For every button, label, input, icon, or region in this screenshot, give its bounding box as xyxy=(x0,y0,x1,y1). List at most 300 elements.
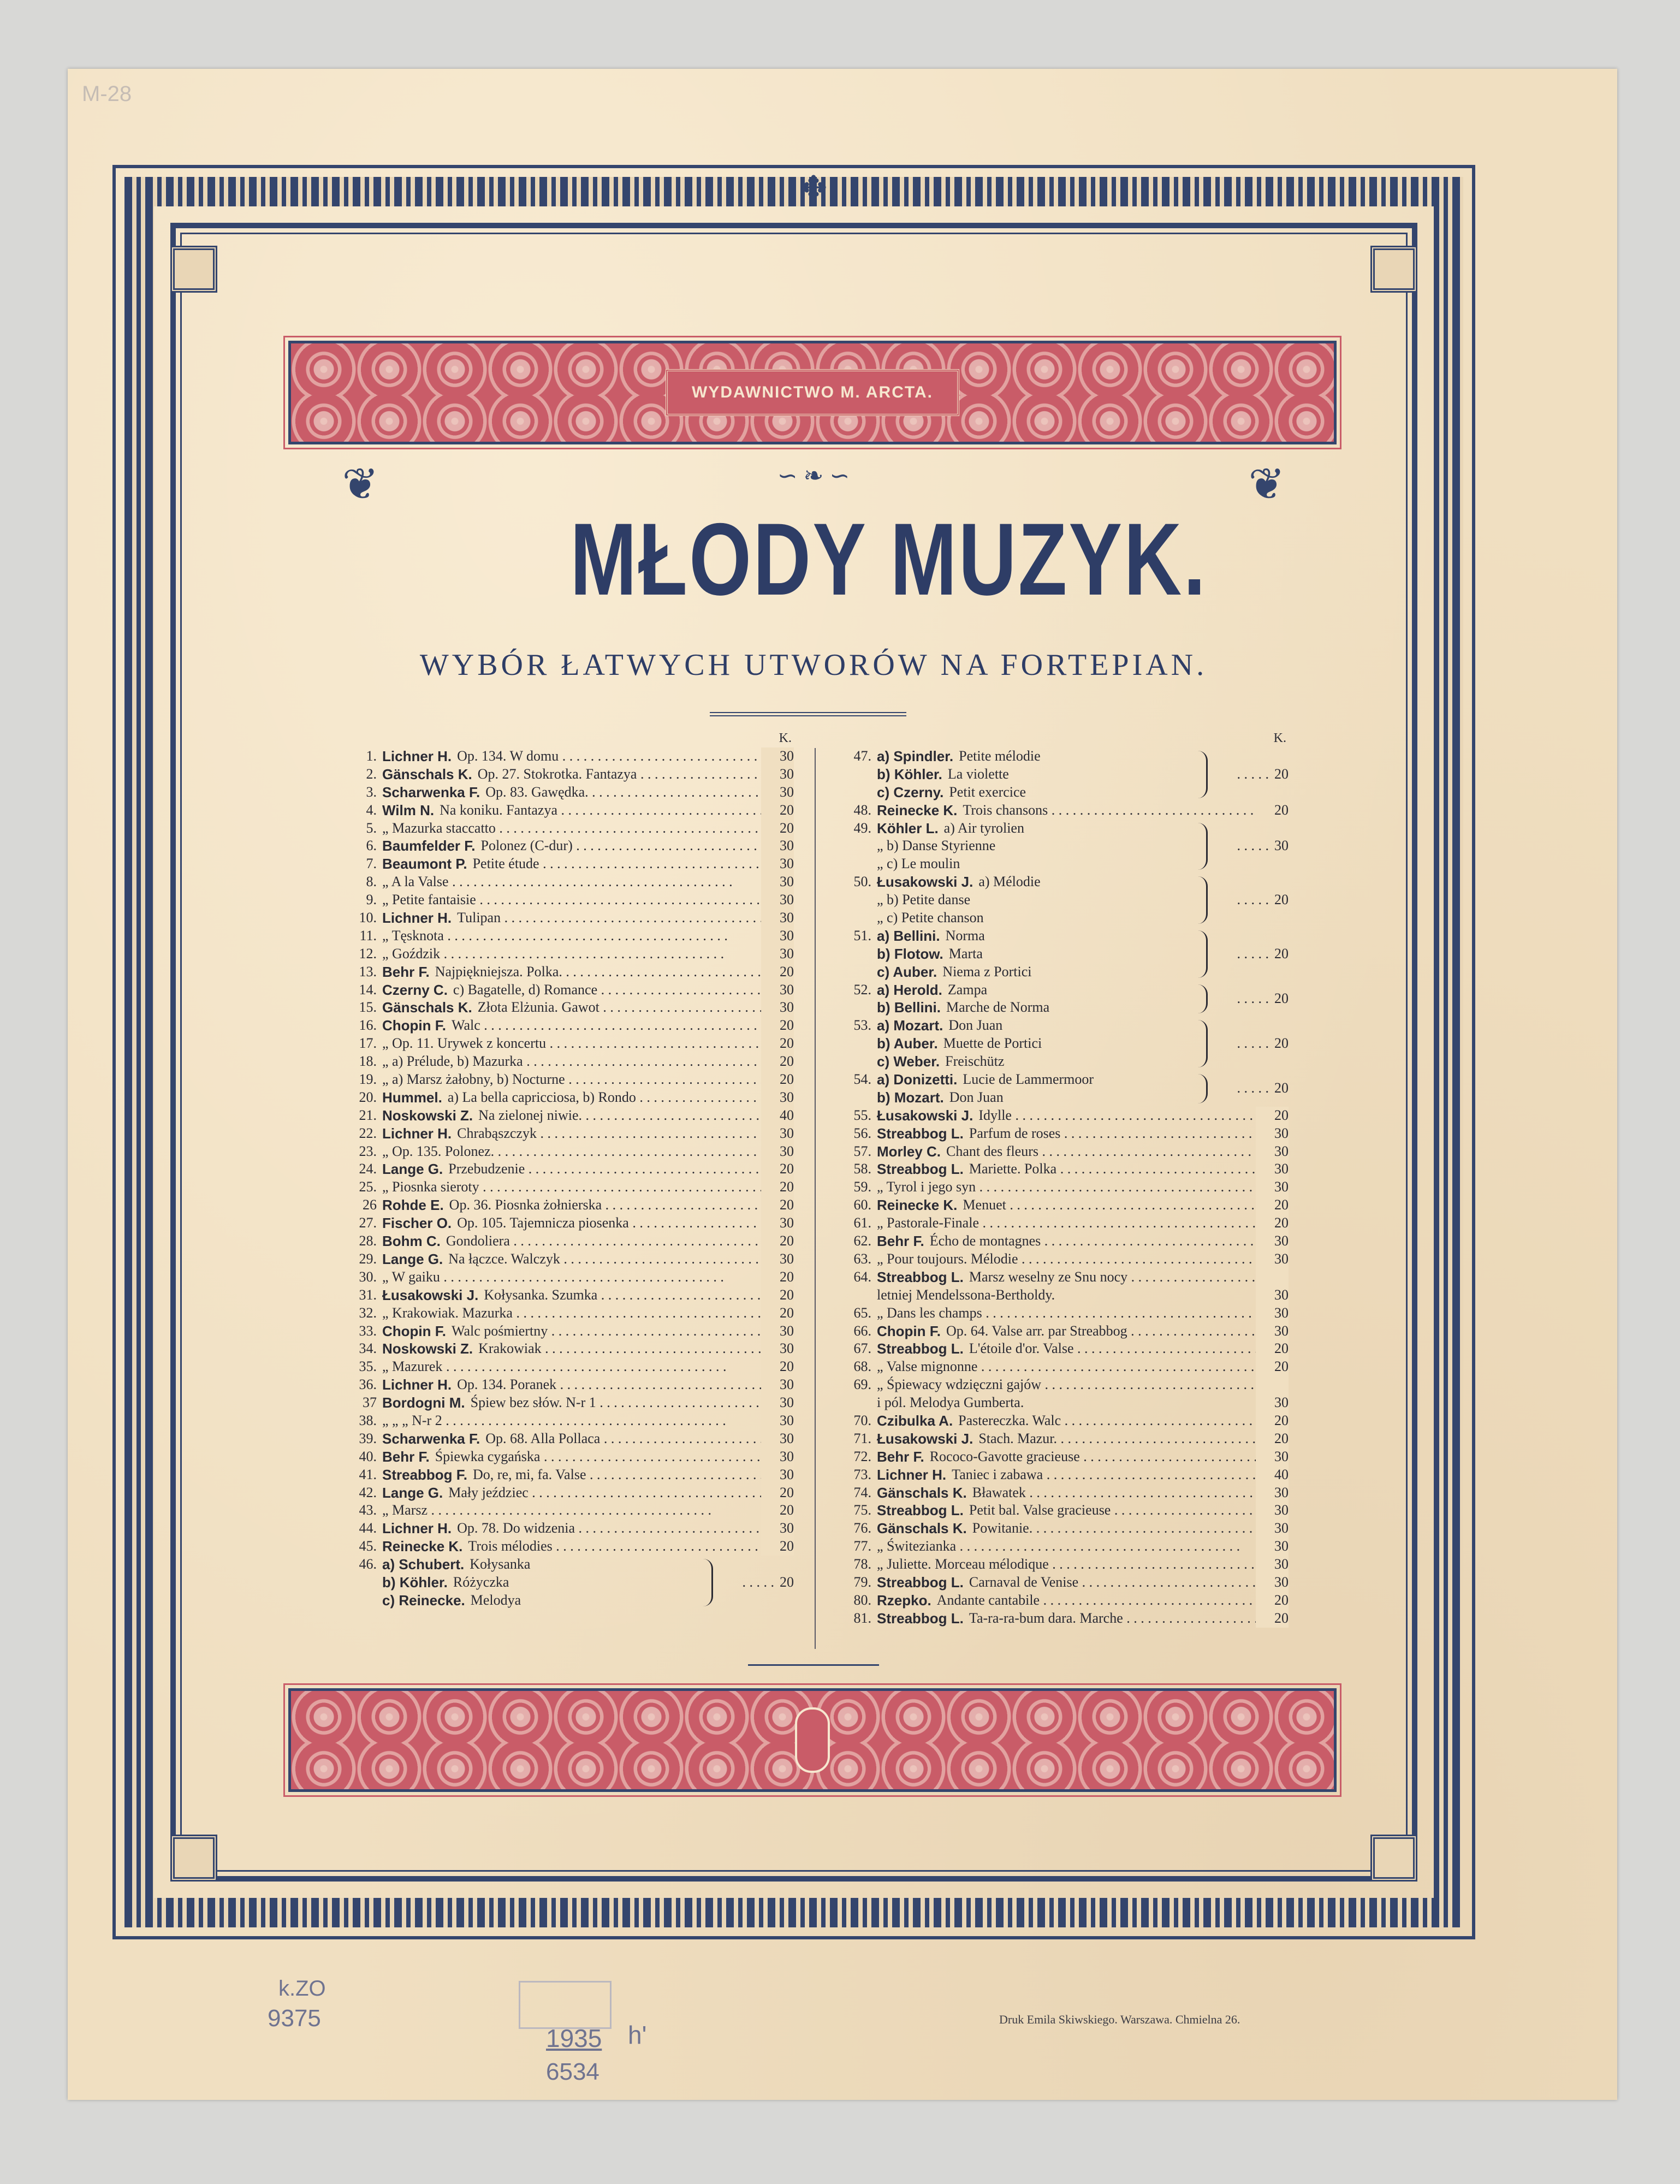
library-stamp xyxy=(519,1981,612,2029)
entry-title: Pastereczka. Walc . . . xyxy=(958,1412,1256,1430)
entry-price: 30 xyxy=(1256,1502,1289,1520)
entry-price: 20 xyxy=(761,1358,794,1376)
entry-composer: Gänschals K. xyxy=(382,765,472,782)
entry-composer: a) Herold. xyxy=(877,981,942,998)
entry-price: 30 xyxy=(761,909,794,927)
entry-number: 73. xyxy=(853,1466,871,1482)
entry-number: 19. xyxy=(359,1071,377,1088)
catalog-entry xyxy=(346,1250,794,1268)
entry-title: „ Pour toujours. Mélodie . . . xyxy=(877,1250,1256,1268)
catalog-entry xyxy=(346,999,794,1017)
catalog-entry xyxy=(346,1160,794,1178)
entry-composer: a) Spindler. xyxy=(877,748,954,764)
catalog-entry xyxy=(841,1232,1289,1250)
entry-composer: a) Donizetti. xyxy=(877,1071,958,1088)
entry-title: Op. 78. Do widzenia . . . xyxy=(457,1520,761,1538)
entry-price: 20 xyxy=(1256,1196,1289,1214)
entry-number xyxy=(841,945,877,963)
entry-title: Chrabąszczyk . . . xyxy=(457,1125,761,1143)
entry-title: Andante cantabile . . . xyxy=(937,1592,1256,1610)
entry-price: 30 xyxy=(1256,1484,1289,1502)
corner-ornament-bottom-left xyxy=(170,1835,217,1882)
entry-composer: Behr F. xyxy=(877,1448,924,1465)
group-lines xyxy=(841,927,1195,981)
entry-number: 1. xyxy=(366,748,377,764)
entry-price: 30 xyxy=(1256,1304,1289,1322)
catalog-entry xyxy=(841,1322,1289,1340)
catalog-entry xyxy=(346,1430,794,1448)
publisher-band-label: WYDAWNICTWO M. ARCTA. xyxy=(666,369,959,416)
bottom-decorative-band xyxy=(288,1688,1337,1792)
entry-price: 20 xyxy=(761,1196,794,1214)
entry-price: 20 xyxy=(1256,1412,1289,1430)
entry-number: 78. xyxy=(853,1556,871,1572)
catalog-entry xyxy=(841,1574,1289,1592)
entry-title: Marche de Norma xyxy=(946,999,1050,1016)
catalog-entry xyxy=(346,891,794,909)
entry-composer: Chopin F. xyxy=(382,1017,446,1034)
entry-title: „ Op. 11. Urywek z koncertu . . . xyxy=(382,1035,761,1053)
entry-composer: Chopin F. xyxy=(877,1322,941,1339)
entry-number: 70. xyxy=(853,1412,871,1428)
entry-price: 30 xyxy=(761,1466,794,1484)
group-lines xyxy=(841,820,1195,874)
pencil-note-2: 9375 xyxy=(268,2005,321,2032)
catalog-entry xyxy=(346,1214,794,1232)
entry-title: Na koniku. Fantazya . . . xyxy=(440,802,761,820)
entry-composer: Łusakowski J. xyxy=(877,874,973,891)
catalog-entry xyxy=(841,1520,1289,1538)
entry-composer: Morley C. xyxy=(877,1143,941,1160)
entry-title: Do, re, mi, fa. Valse . . . xyxy=(473,1466,761,1484)
entry-number: 56. xyxy=(853,1125,871,1141)
entry-composer: Hummel. xyxy=(382,1089,442,1106)
entry-title: Walc pośmiertny . . . xyxy=(452,1322,761,1340)
catalog-entry xyxy=(841,1610,1289,1628)
entry-title: Don Juan xyxy=(949,1089,1004,1105)
entry-number: 76. xyxy=(853,1520,871,1536)
entry-composer: Gänschals K. xyxy=(877,1484,967,1501)
catalog-entry xyxy=(346,1322,794,1340)
entry-number: 14. xyxy=(359,981,377,998)
catalog-entry xyxy=(346,747,794,765)
pencil-note-1: k.ZO xyxy=(278,1977,326,2001)
brace-icon xyxy=(1195,1074,1208,1103)
catalog-entry-group xyxy=(841,927,1289,981)
entry-price: 20 xyxy=(761,1484,794,1502)
group-line xyxy=(841,927,1195,945)
entry-price: 30 xyxy=(761,1376,794,1394)
entry-title: „ a) Prélude, b) Mazurka . . . xyxy=(382,1053,761,1071)
entry-title: Don Juan xyxy=(948,1017,1003,1034)
group-line xyxy=(841,784,1195,802)
entry-price: 30 xyxy=(761,1430,794,1448)
entry-number xyxy=(346,1574,382,1592)
entry-composer: Czibulka A. xyxy=(877,1412,953,1429)
entry-price: 40 xyxy=(1256,1466,1289,1484)
entry-title: Powitanie. . . . xyxy=(972,1520,1256,1538)
entry-title: Petite étude . . . xyxy=(473,855,761,873)
entry-title: Chant des fleurs . . . xyxy=(946,1143,1256,1161)
entry-price: 20 xyxy=(761,963,794,981)
group-line xyxy=(841,765,1195,784)
entry-composer: b) Köhler. xyxy=(382,1574,448,1590)
catalog-entry-group xyxy=(841,1017,1289,1071)
entry-number xyxy=(841,1053,877,1071)
printer-credit: Druk Emila Skiwskiego. Warszawa. Chmielna 26. xyxy=(999,2013,1240,2026)
entry-title: Krakowiak . . . xyxy=(478,1340,761,1358)
entry-price: 20 xyxy=(761,1232,794,1250)
brace-icon xyxy=(700,1559,713,1606)
entry-number: 26 xyxy=(363,1197,377,1213)
entry-title: „ Petite fantaisie . . . xyxy=(382,891,761,909)
catalog-entry xyxy=(841,1250,1289,1268)
title-divider xyxy=(710,712,906,716)
group-lines xyxy=(841,1071,1195,1107)
entry-composer: Lichner H. xyxy=(877,1466,947,1483)
catalog-entry xyxy=(346,1071,794,1089)
entry-price: . . . 30 xyxy=(1212,820,1289,874)
entry-title: Marsz weselny ze Snu nocy . . . xyxy=(969,1268,1256,1286)
entry-composer: Reinecke K. xyxy=(382,1538,463,1555)
entry-price: 20 xyxy=(1256,1592,1289,1610)
catalog-entry xyxy=(841,1556,1289,1574)
entry-number: 10. xyxy=(359,910,377,926)
group-line xyxy=(346,1556,700,1574)
entry-price: 30 xyxy=(1256,1538,1289,1556)
entry-number: 54. xyxy=(853,1071,871,1088)
top-decorative-band xyxy=(288,341,1337,444)
entry-number: 71. xyxy=(853,1430,871,1446)
entry-composer: b) Flotow. xyxy=(877,945,943,962)
entry-number: 21. xyxy=(359,1107,377,1123)
cherub-right-icon: ❦ xyxy=(1248,461,1285,509)
entry-title: „ Krakowiak. Mazurka . . . xyxy=(382,1304,761,1322)
entry-composer: Streabbog L. xyxy=(877,1574,964,1590)
entry-title: Freischütz xyxy=(945,1053,1005,1070)
catalog-entry xyxy=(346,1232,794,1250)
entry-number: 8. xyxy=(366,874,377,890)
entry-number: 69. xyxy=(853,1376,871,1393)
entry-price: 20 xyxy=(761,1538,794,1556)
entry-title: Złota Elżunia. Gawot . . . xyxy=(478,999,761,1017)
entry-title: Na łączce. Walczyk . . . xyxy=(448,1250,761,1268)
entry-title: a) La bella capricciosa, b) Rondo . . . xyxy=(448,1089,761,1107)
entry-composer: Wilm N. xyxy=(382,802,435,818)
entry-price: 30 xyxy=(761,1520,794,1538)
catalog-entry xyxy=(346,1538,794,1556)
entry-composer: Reinecke K. xyxy=(877,1197,958,1214)
scroll-ornament-icon: ∽ ❧ ∽ xyxy=(777,462,850,489)
entry-number: 51. xyxy=(853,927,871,943)
entry-price: . . . 20 xyxy=(1212,1071,1289,1107)
group-line xyxy=(841,1017,1195,1035)
brace-icon xyxy=(1195,1020,1208,1067)
entry-number xyxy=(841,765,877,784)
catalog-entry xyxy=(841,1340,1289,1358)
catalog-entry xyxy=(346,820,794,838)
entry-price: 30 xyxy=(1256,1160,1289,1178)
page-title: MŁODY MUZYK. xyxy=(570,502,1208,616)
catalog-entry xyxy=(841,1592,1289,1610)
corner-ornament-bottom-right xyxy=(1370,1835,1417,1882)
entry-title: „ „ „ N-r 2 . . . xyxy=(382,1412,761,1430)
entry-price: 20 xyxy=(761,1178,794,1196)
entry-price: . . . 20 xyxy=(1212,927,1289,981)
group-line xyxy=(841,855,1195,873)
entry-composer: c) Reinecke. xyxy=(382,1592,465,1609)
entry-title: Op. 68. Alla Pollaca . . . xyxy=(485,1430,761,1448)
entry-composer: Streabbog L. xyxy=(877,1610,964,1627)
entry-composer: Streabbog F. xyxy=(382,1466,468,1483)
entry-price xyxy=(1256,1376,1289,1394)
catalog-entry xyxy=(346,1196,794,1214)
brace-icon xyxy=(1195,823,1208,870)
entry-number xyxy=(841,909,877,927)
cherub-left-icon: ❦ xyxy=(342,461,379,509)
entry-title: Zampa xyxy=(947,981,988,998)
entry-number: 27. xyxy=(359,1215,377,1231)
entry-title: Op. 105. Tajemnicza piosenka . . . xyxy=(457,1214,761,1232)
entry-price: 30 xyxy=(761,1143,794,1161)
entry-price: 30 xyxy=(761,927,794,945)
entry-price: 30 xyxy=(761,1250,794,1268)
entry-number xyxy=(841,1035,877,1053)
entry-title: Idylle . . . xyxy=(978,1107,1256,1125)
catalog-entry xyxy=(841,1107,1289,1125)
entry-price: 30 xyxy=(761,999,794,1017)
entry-composer: Behr F. xyxy=(877,1233,924,1250)
catalog-entry xyxy=(346,1520,794,1538)
entry-title: Op. 27. Stokrotka. Fantazya . . . xyxy=(478,765,761,784)
catalog-entry xyxy=(841,1268,1289,1286)
catalog-entry xyxy=(346,1448,794,1466)
entry-number: 67. xyxy=(853,1340,871,1357)
entry-price: 20 xyxy=(761,1160,794,1178)
entry-composer: Rzepko. xyxy=(877,1592,931,1609)
entry-title: „ Mazurek . . . xyxy=(382,1358,761,1376)
entry-price: . . . 20 xyxy=(1212,873,1289,927)
entry-title: „ W gaiku . . . xyxy=(382,1268,761,1286)
entry-composer: Łusakowski J. xyxy=(877,1430,973,1447)
catalog-entry xyxy=(346,1484,794,1502)
entry-title: Petite mélodie xyxy=(959,748,1041,764)
entry-composer: Streabbog L. xyxy=(877,1161,964,1178)
entry-number: 30. xyxy=(359,1268,377,1285)
catalog-entry-group xyxy=(346,1556,794,1610)
catalog-entry xyxy=(346,1178,794,1196)
entry-composer: Łusakowski J. xyxy=(877,1107,973,1124)
entry-price xyxy=(1256,1268,1289,1286)
entry-composer: Lichner H. xyxy=(382,1125,452,1142)
entry-number: 45. xyxy=(359,1538,377,1554)
catalog-entry xyxy=(346,1107,794,1125)
entry-title: „ Marsz . . . xyxy=(382,1502,761,1520)
catalog-entry xyxy=(346,1268,794,1286)
entry-price: 30 xyxy=(761,1089,794,1107)
entry-number: 22. xyxy=(359,1125,377,1141)
catalog-entry xyxy=(841,1538,1289,1556)
entry-number: 4. xyxy=(366,802,377,818)
entry-title: „ a) Marsz żałobny, b) Nocturne . . . xyxy=(382,1071,761,1089)
group-line xyxy=(841,1089,1195,1107)
entry-composer: Scharwenka F. xyxy=(382,784,480,800)
entry-composer: Behr F. xyxy=(382,963,430,980)
entry-title: Śpiewka cygańska . . . xyxy=(435,1448,761,1466)
catalog-entry xyxy=(346,1340,794,1358)
entry-number: 64. xyxy=(853,1268,871,1285)
catalog-entry-group xyxy=(841,820,1289,874)
entry-price: 30 xyxy=(761,784,794,802)
entry-number: 25. xyxy=(359,1179,377,1195)
entry-number: 42. xyxy=(359,1484,377,1500)
catalog-entry xyxy=(346,1053,794,1071)
group-line xyxy=(841,1071,1195,1089)
entry-number: 43. xyxy=(359,1502,377,1518)
entry-composer: Lichner H. xyxy=(382,1376,452,1393)
entry-title: Na zielonej niwie. . . . xyxy=(478,1107,761,1125)
entry-number: 59. xyxy=(853,1179,871,1195)
catalog-entry xyxy=(841,1286,1289,1304)
group-lines xyxy=(841,873,1195,927)
entry-title: Przebudzenie . . . xyxy=(448,1160,761,1178)
entry-price: 30 xyxy=(1256,1250,1289,1268)
entry-title: Polonez (C-dur) . . . xyxy=(481,837,762,855)
group-line xyxy=(841,891,1195,909)
entry-composer: Lange G. xyxy=(382,1484,443,1501)
entry-composer: c) Weber. xyxy=(877,1053,940,1070)
entry-price: 30 xyxy=(1256,1322,1289,1340)
entry-number: 77. xyxy=(853,1538,871,1554)
entry-title: „ Tyrol i jego syn . . . xyxy=(877,1178,1256,1196)
entry-number: 15. xyxy=(359,999,377,1016)
group-lines xyxy=(346,1556,700,1610)
catalog-entry xyxy=(841,802,1289,820)
entry-title: Melodya xyxy=(470,1592,521,1608)
entry-title: Trois mélodies . . . xyxy=(468,1538,761,1556)
group-line xyxy=(841,873,1195,891)
crest-ornament-icon: ✥ xyxy=(799,170,828,206)
entry-number: 5. xyxy=(366,820,377,836)
catalog-entry xyxy=(841,1394,1289,1412)
entry-price: 30 xyxy=(761,1340,794,1358)
catalog-entry xyxy=(346,1089,794,1107)
entry-title: Tulipan . . . xyxy=(457,909,761,927)
entry-price: 20 xyxy=(1256,1340,1289,1358)
entry-number: 63. xyxy=(853,1250,871,1267)
entry-title: „ Piosnka sieroty . . . xyxy=(382,1178,761,1196)
catalog-entry xyxy=(346,1376,794,1394)
entry-title: Norma xyxy=(945,927,985,943)
footer-divider xyxy=(748,1664,879,1666)
entry-number: 65. xyxy=(853,1304,871,1321)
entry-title: Marta xyxy=(948,945,983,962)
group-lines xyxy=(841,1017,1195,1071)
entry-number: 49. xyxy=(853,820,871,836)
entry-number: 34. xyxy=(359,1340,377,1357)
entry-title: Op. 36. Piosnka żołnierska . . . xyxy=(449,1196,761,1214)
entry-title: Op. 83. Gawędka. . . . xyxy=(485,784,761,802)
entry-composer: Streabbog L. xyxy=(877,1268,964,1285)
entry-title: i pól. Melodya Gumberta. xyxy=(877,1394,1024,1411)
entry-title: „ Dans les champs . . . xyxy=(877,1304,1256,1322)
entry-number: 41. xyxy=(359,1466,377,1482)
entry-title: „ Goździk . . . xyxy=(382,945,761,963)
entry-number: 66. xyxy=(853,1322,871,1339)
entry-title: Kołysanka xyxy=(470,1556,531,1572)
entry-price: 30 xyxy=(761,765,794,784)
entry-number: 53. xyxy=(853,1017,871,1034)
entry-composer: Streabbog L. xyxy=(877,1125,964,1142)
group-line xyxy=(841,999,1195,1017)
entry-number xyxy=(841,855,877,873)
group-line xyxy=(841,1053,1195,1071)
entry-composer: Łusakowski J. xyxy=(382,1286,479,1303)
catalog-entry xyxy=(841,1448,1289,1466)
entry-price: 20 xyxy=(761,1286,794,1304)
entry-title: Rococo-Gavotte gracieuse . . . xyxy=(930,1448,1256,1466)
entry-composer: Lichner H. xyxy=(382,1520,452,1537)
entry-title: c) Bagatelle, d) Romance . . . xyxy=(453,981,761,999)
entry-price: 30 xyxy=(1256,1394,1289,1412)
entry-composer: a) Schubert. xyxy=(382,1556,465,1573)
currency-header: K. xyxy=(779,731,792,745)
entry-price: 30 xyxy=(761,873,794,891)
entry-price: 30 xyxy=(761,1448,794,1466)
entry-title: „ c) Petite chanson xyxy=(877,910,984,926)
catalog-entry xyxy=(841,1304,1289,1322)
group-lines xyxy=(841,747,1195,802)
brace-icon xyxy=(1195,930,1208,978)
catalog-entry xyxy=(841,1143,1289,1161)
entry-number: 55. xyxy=(853,1107,871,1123)
entry-number: 48. xyxy=(853,802,871,818)
entry-number: 13. xyxy=(359,963,377,980)
brace-icon xyxy=(1195,751,1208,798)
entry-composer: b) Auber. xyxy=(877,1035,938,1052)
entry-number: 38. xyxy=(359,1412,377,1428)
entry-title: Bławatek . . . xyxy=(972,1484,1256,1502)
entry-composer: b) Mozart. xyxy=(877,1089,944,1106)
catalog-entry xyxy=(346,1035,794,1053)
entry-price: 20 xyxy=(761,1502,794,1520)
entry-title: Lucie de Lammermoor xyxy=(963,1071,1094,1088)
entry-title: Mały jeździec . . . xyxy=(448,1484,761,1502)
entry-composer: Köhler L. xyxy=(877,820,939,836)
entry-number: 58. xyxy=(853,1161,871,1177)
entry-number: 80. xyxy=(853,1592,871,1608)
entry-title: Écho de montagnes . . . xyxy=(930,1232,1256,1250)
entry-title: Menuet . . . xyxy=(963,1196,1256,1214)
entry-composer: Rohde E. xyxy=(382,1197,444,1214)
entry-number: 7. xyxy=(366,856,377,872)
entry-composer: Streabbog L. xyxy=(877,1340,964,1357)
entry-title: „ Śpiewacy wdzięczni gajów . . . xyxy=(877,1376,1256,1394)
entry-number: 18. xyxy=(359,1053,377,1070)
catalog-entry-group xyxy=(841,1071,1289,1107)
group-line xyxy=(841,909,1195,927)
entry-price: 20 xyxy=(761,1035,794,1053)
entry-composer: a) Bellini. xyxy=(877,927,940,944)
entry-price: 20 xyxy=(1256,1610,1289,1628)
column-divider xyxy=(815,748,816,1649)
entry-title: Różyczka xyxy=(453,1574,509,1590)
entry-number: 57. xyxy=(853,1143,871,1159)
entry-number: 16. xyxy=(359,1017,377,1034)
entry-price: 30 xyxy=(761,891,794,909)
entry-price: 30 xyxy=(761,855,794,873)
group-line xyxy=(346,1592,700,1610)
